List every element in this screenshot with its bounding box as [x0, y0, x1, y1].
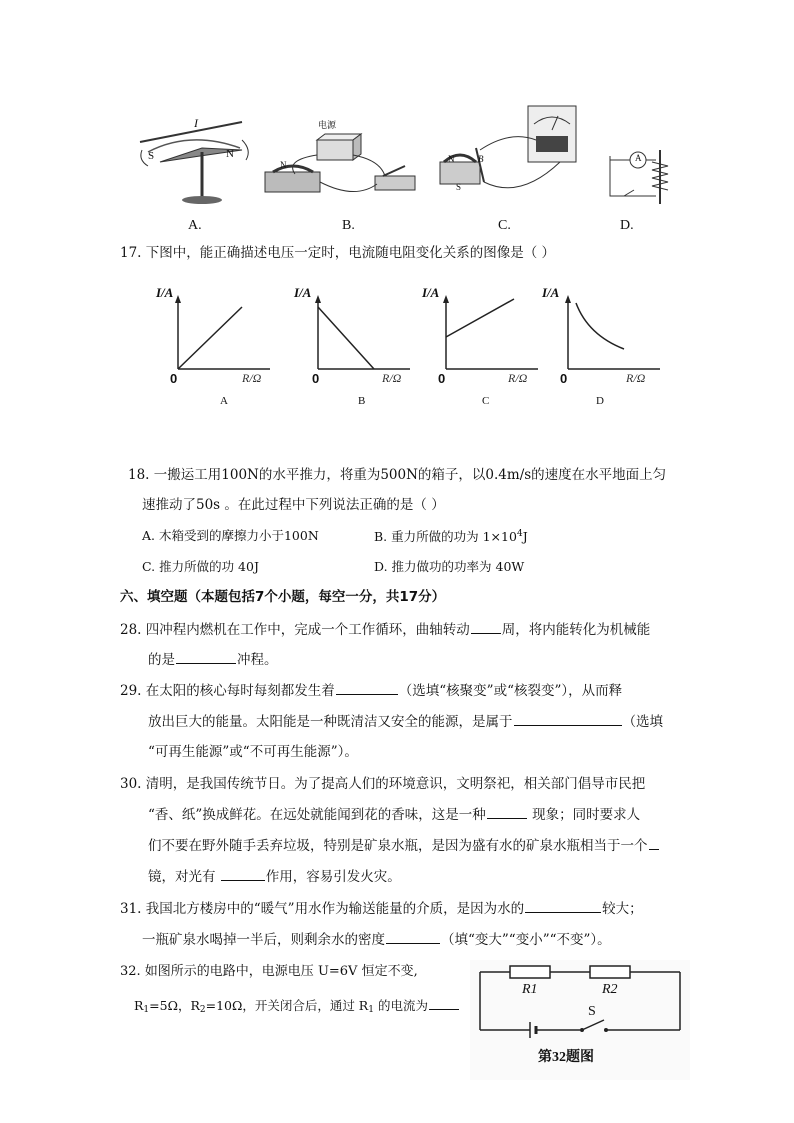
q17-a-ylabel: I/A	[156, 285, 174, 300]
q28-blank-1	[471, 633, 501, 634]
q17-graphs	[150, 285, 670, 415]
q31-line2a: 一瓶矿泉水喝掉一半后，则剩余水的密度	[142, 932, 385, 948]
q18-option-d: D. 推力做功的功率为 40W	[374, 559, 525, 574]
q29-line2b: （选填	[622, 714, 663, 730]
q18-option-a: A. 木箱受到的摩擦力小于100N	[142, 528, 319, 543]
fig16-d-label: D.	[620, 218, 634, 233]
q31-line1	[120, 903, 643, 917]
q30-line2a: “香、纸”换成鲜花。在远处就能闻到花的香味，这是一种	[148, 807, 486, 823]
q17-a-origin: 0	[170, 371, 178, 386]
q32-circuit-r1: R1	[522, 982, 538, 997]
fig16-c-label: C.	[498, 218, 511, 233]
q31-line1b: 较大；	[602, 901, 643, 917]
fig16-a-north: N	[226, 148, 234, 160]
q30-line1: 30. 清明，是我国传统节日。为了提高人们的环境意识，文明祭祀，相关部门倡导市民把	[120, 776, 646, 792]
q18-option-b	[374, 530, 528, 544]
q17-b-origin: 0	[312, 371, 320, 386]
q28-line1-text: 28. 四冲程内燃机在工作中，完成一个工作循环，曲轴转动	[120, 622, 470, 638]
fig16-c-apparatus	[440, 100, 580, 210]
q17-c-label: C	[482, 395, 490, 407]
q30-line4b: 作用，容易引发火灾。	[265, 869, 401, 885]
q28-line2	[148, 654, 278, 668]
q30-blank-1	[487, 818, 527, 819]
q32-r2-sub: 2	[199, 1005, 206, 1015]
q28-line2a: 的是	[148, 652, 175, 668]
q30-blank-2	[649, 849, 659, 850]
fig16-c-b: B	[478, 154, 484, 164]
q30-line3-text: 们不要在野外随手丢弃垃圾，特别是矿泉水瓶，是因为盛有水的矿泉水瓶相当于一个	[148, 838, 648, 854]
fig16-b-north: N	[280, 160, 287, 170]
q32-line2-c: 的电流为	[373, 998, 428, 1013]
figure-16-row	[130, 100, 690, 235]
q31-line2b: （填“变大”“变小”“不变”）。	[441, 932, 611, 948]
q29-line3: “可再生能源”或“不可再生能源”）。	[148, 744, 358, 760]
q17-a-label: A	[220, 395, 228, 407]
q32-line2	[134, 1000, 459, 1015]
q30-blank-3	[221, 880, 265, 881]
q32-circuit	[470, 960, 690, 1050]
q17-c-origin: 0	[438, 371, 446, 386]
fig16-b-apparatus	[265, 100, 425, 210]
q17-c-xlabel: R/Ω	[508, 371, 528, 385]
q29-line2	[148, 716, 663, 730]
q29-blank-1	[336, 694, 398, 695]
q32-line2-a: =5Ω，R	[149, 998, 200, 1013]
q18-option-c: C. 推力所做的功 40J	[142, 559, 259, 574]
q29-line1b: （选填“核聚变”或“核裂变”），从而释	[398, 683, 623, 699]
q31-line2	[142, 934, 611, 948]
q17-a-xlabel: R/Ω	[242, 371, 262, 385]
q29-line1a: 29. 在太阳的核心每时每刻都发生着	[120, 683, 335, 699]
q32-r1-sub: 1	[143, 1005, 150, 1015]
q17-b-ylabel: I/A	[294, 285, 312, 300]
fig16-c-south: S	[456, 182, 462, 192]
q32-circuit-caption: 第32题图	[538, 1050, 594, 1065]
q32-circuit-figure	[470, 960, 690, 1080]
q18-line2: 速推动了50s 。在此过程中下列说法正确的是（ ）	[142, 497, 445, 513]
q18-option-b-pre: B. 重力所做的功为 1×10	[374, 529, 517, 544]
q18-line1: 18. 一搬运工用100N的水平推力，将重为500N的箱子，以0.4m/s的速度在水平地面上匀	[128, 467, 667, 483]
section-heading: 六、填空题（本题包括7个小题，每空一分，共17分）	[120, 589, 446, 605]
q32-r1: R	[134, 998, 144, 1013]
q17-b-xlabel: R/Ω	[382, 371, 402, 385]
fig16-b-label: B.	[342, 218, 355, 233]
q28-line1b-text: 周，将内能转化为机械能	[501, 622, 651, 638]
q17-d-xlabel: R/Ω	[626, 371, 646, 385]
q17-d-origin: 0	[560, 371, 568, 386]
fig16-a-label: A.	[188, 218, 202, 233]
q30-line2b: 现象；同时要求人	[527, 807, 641, 823]
fig16-d-ammeter: A	[635, 153, 642, 163]
q28-line2b: 冲程。	[237, 652, 278, 668]
q28-blank-2	[176, 663, 236, 664]
fig16-c-north: N	[448, 154, 455, 164]
q32-blank	[429, 1009, 459, 1010]
q31-blank-1	[525, 912, 601, 913]
fig16-a-south: S	[148, 150, 155, 162]
fig16-a-current: I	[194, 116, 198, 130]
q30-line2	[148, 809, 640, 823]
q30-line3	[148, 840, 659, 854]
q32-line1: 32. 如图所示的电路中，电源电压 U=6V 恒定不变,	[120, 964, 418, 979]
q17-c-ylabel: I/A	[422, 285, 440, 300]
q29-line1	[120, 685, 622, 699]
q32-circuit-r2: R2	[602, 982, 618, 997]
q17-d-label: D	[596, 395, 604, 407]
q30-line4	[148, 871, 401, 885]
q32-circuit-switch: S	[588, 1004, 596, 1019]
q31-line1a: 31. 我国北方楼房中的“暖气”用水作为输送能量的介质，是因为水的	[120, 901, 525, 917]
q32-r3-sub: 1	[368, 1005, 374, 1015]
q18-option-b-post: J	[522, 529, 528, 544]
q31-blank-2	[386, 943, 440, 944]
q18-option-b-sup: 4	[516, 529, 523, 539]
q17-d-ylabel: I/A	[542, 285, 560, 300]
q32-line2-b: =10Ω，开关闭合后，通过 R	[205, 998, 369, 1013]
fig16-b-power: 电源	[318, 120, 337, 130]
q17-b-label: B	[358, 395, 366, 407]
q28-line1	[120, 624, 650, 638]
q30-line4a: 镜，对光有	[148, 869, 220, 885]
q29-line2a: 放出巨大的能量。太阳能是一种既清洁又安全的能源，是属于	[148, 714, 513, 730]
q29-blank-2	[514, 725, 622, 726]
q17-text: 17. 下图中，能正确描述电压一定时，电流随电阻变化关系的图像是（ ）	[120, 245, 556, 261]
